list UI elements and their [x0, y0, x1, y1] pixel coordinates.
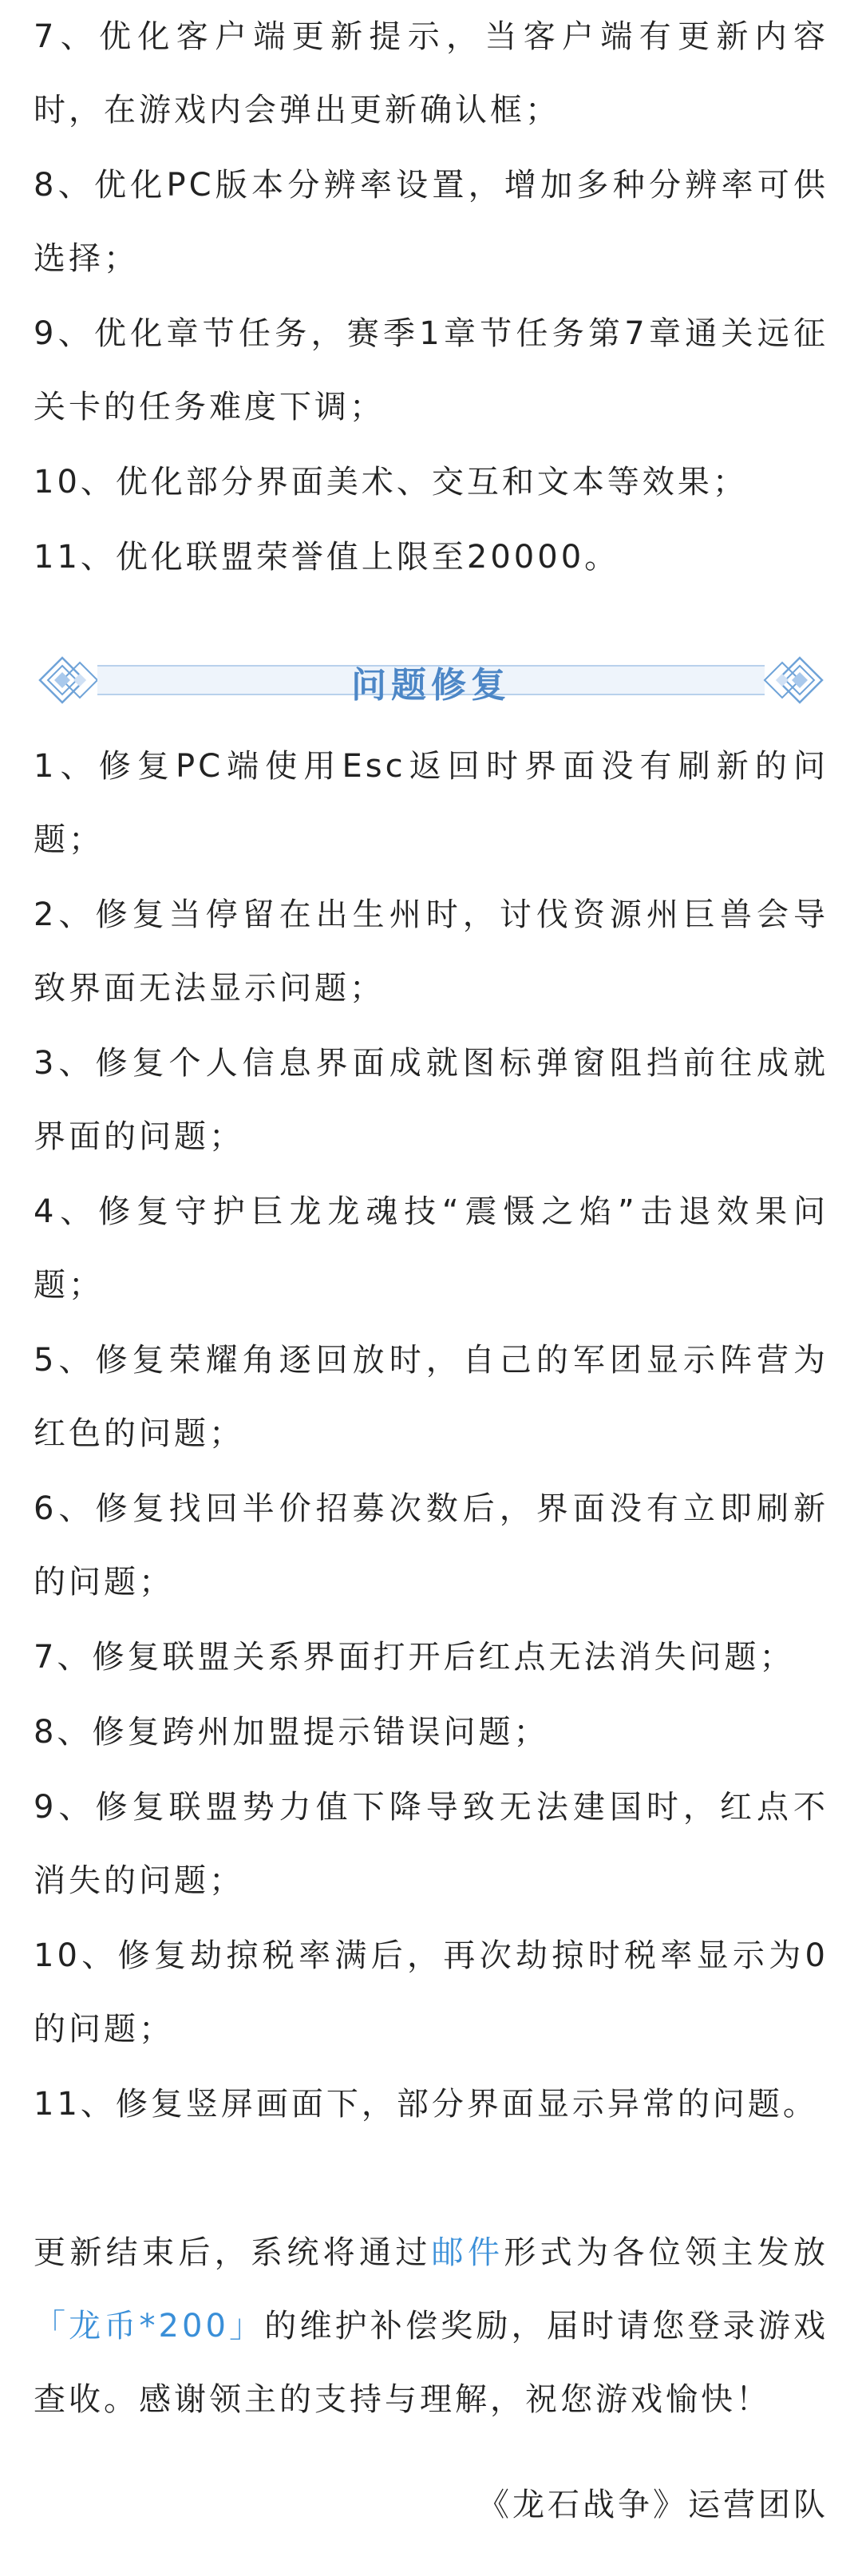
list-item: 7、修复联盟关系界面打开后红点无法消失问题；: [34, 1639, 795, 1676]
list-item: 1、修复PC端使用Esc返回时界面没有刷新的问题；: [34, 748, 828, 858]
list-item: 10、修复劫掠税率满后，再次劫掠时税率显示为0的问题；: [34, 1937, 828, 2048]
list-item: 11、修复竖屏画面下，部分界面显示异常的问题。: [34, 2086, 818, 2123]
list-item: 2、修复当停留在出生州时，讨伐资源州巨兽会导致界面无法显示问题；: [34, 896, 828, 1007]
closing-text: 形式为各位领主发放: [504, 2234, 829, 2271]
list-item: 5、修复荣耀角逐回放时，自己的军团显示阵营为红色的问题；: [34, 1342, 828, 1452]
closing-text: 更新结束后，系统将通过: [34, 2234, 432, 2271]
fix-list: [34, 730, 828, 2141]
signature: 《龙石战争》运营团队: [477, 2487, 828, 2523]
announcement-content: [34, 0, 828, 2542]
list-item: 9、修复联盟势力值下降导致无法建国时，红点不消失的问题；: [34, 1789, 828, 1899]
list-item: 11、优化联盟荣誉值上限至20000。: [34, 539, 620, 576]
list-item: 10、优化部分界面美术、交互和文本等效果；: [34, 464, 748, 501]
reward-highlight: 「龙币*200」: [34, 2308, 265, 2345]
section-title: 问题修复: [351, 665, 511, 706]
list-item: 7、优化客户端更新提示，当客户端有更新内容时，在游戏内会弹出更新确认框；: [34, 18, 828, 129]
closing-paragraph: [34, 2216, 828, 2436]
list-item: 8、修复跨州加盟提示错误问题；: [34, 1714, 549, 1751]
list-item: 4、修复守护巨龙龙魂技“震慑之焰”击退效果问题；: [34, 1193, 828, 1304]
list-item: 8、优化PC版本分辨率设置，增加多种分辨率可供选择；: [34, 167, 828, 277]
section-header-fixes: [30, 642, 832, 718]
spacer: [34, 2143, 828, 2216]
list-item: 9、优化章节任务，赛季1章节任务第7章通关远征关卡的任务难度下调；: [34, 315, 828, 425]
closing-text: 的维护补偿奖励，届时请您登录游戏查收。感谢领主的支持与理解，祝您游戏愉快！: [34, 2308, 828, 2418]
list-item: 3、修复个人信息界面成就图标弹窗阻挡前往成就界面的问题；: [34, 1045, 828, 1155]
mail-highlight: 邮件: [431, 2234, 504, 2271]
optimization-list: [34, 0, 828, 594]
list-item: 6、修复找回半价招募次数后，界面没有立即刷新的问题；: [34, 1490, 828, 1601]
